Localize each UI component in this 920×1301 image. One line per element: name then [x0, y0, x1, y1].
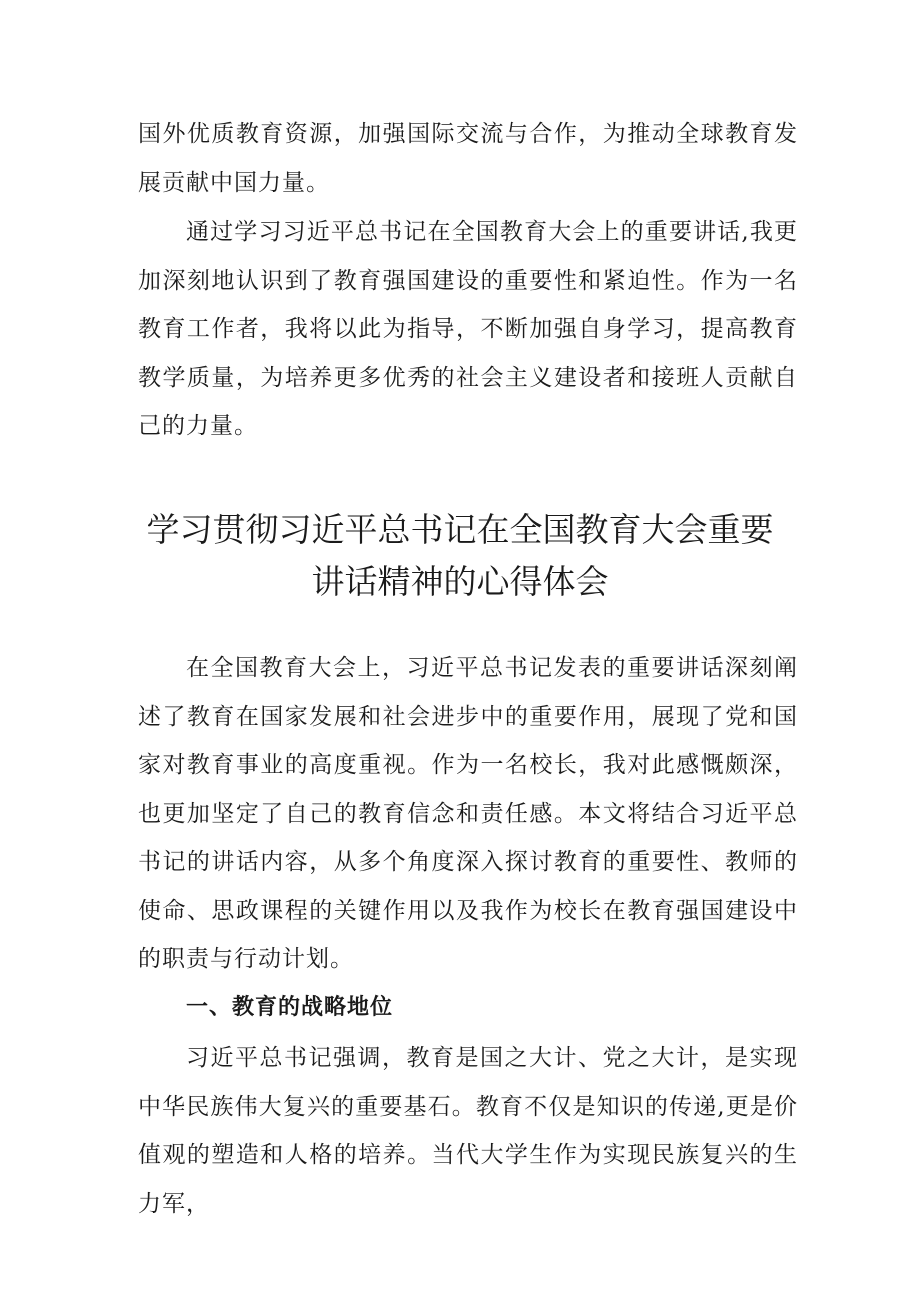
paragraph-section-1: 习近平总书记强调，教育是国之大计、党之大计，是实现中华民族伟大复兴的重要基石。教育不仅是知识的传递,更是价值观的塑造和人格的培养。当代大学生作为实现民族复兴的生力军，: [138, 1045, 798, 1217]
article-title: 学习贯彻习近平总书记在全国教育大会重要讲话精神的心得体会: [146, 510, 774, 601]
section-heading-1: 一、教育的战略地位: [186, 995, 394, 1020]
paragraph-reflection: 通过学习习近平总书记在全国教育大会上的重要讲话,我更加深刻地认识到了教育强国建设的重要性和紧迫性。作为一名教育工作者，我将以此为指导，不断加强自身学习，提高教育教学质量，为培养更多优秀的社会主义建设者和接班人贡献自己的力量。: [138, 219, 798, 439]
paragraph-intro: 在全国教育大会上，习近平总书记发表的重要讲话深刻阐述了教育在国家发展和社会进步中的重要作用，展现了党和国家对教育事业的高度重视。作为一名校长，我对此感慨颇深，也更加坚定了自己的教育信念和责任感。本文将结合习近平总书记的讲话内容，从多个角度深入探讨教育的重要性、教师的使命、思政课程的关键作用以及我作为校长在教育强国建设中的职责与行动计划。: [138, 655, 798, 972]
paragraph-continued: 国外优质教育资源，加强国际交流与合作，为推动全球教育发展贡献中国力量。: [138, 121, 798, 196]
